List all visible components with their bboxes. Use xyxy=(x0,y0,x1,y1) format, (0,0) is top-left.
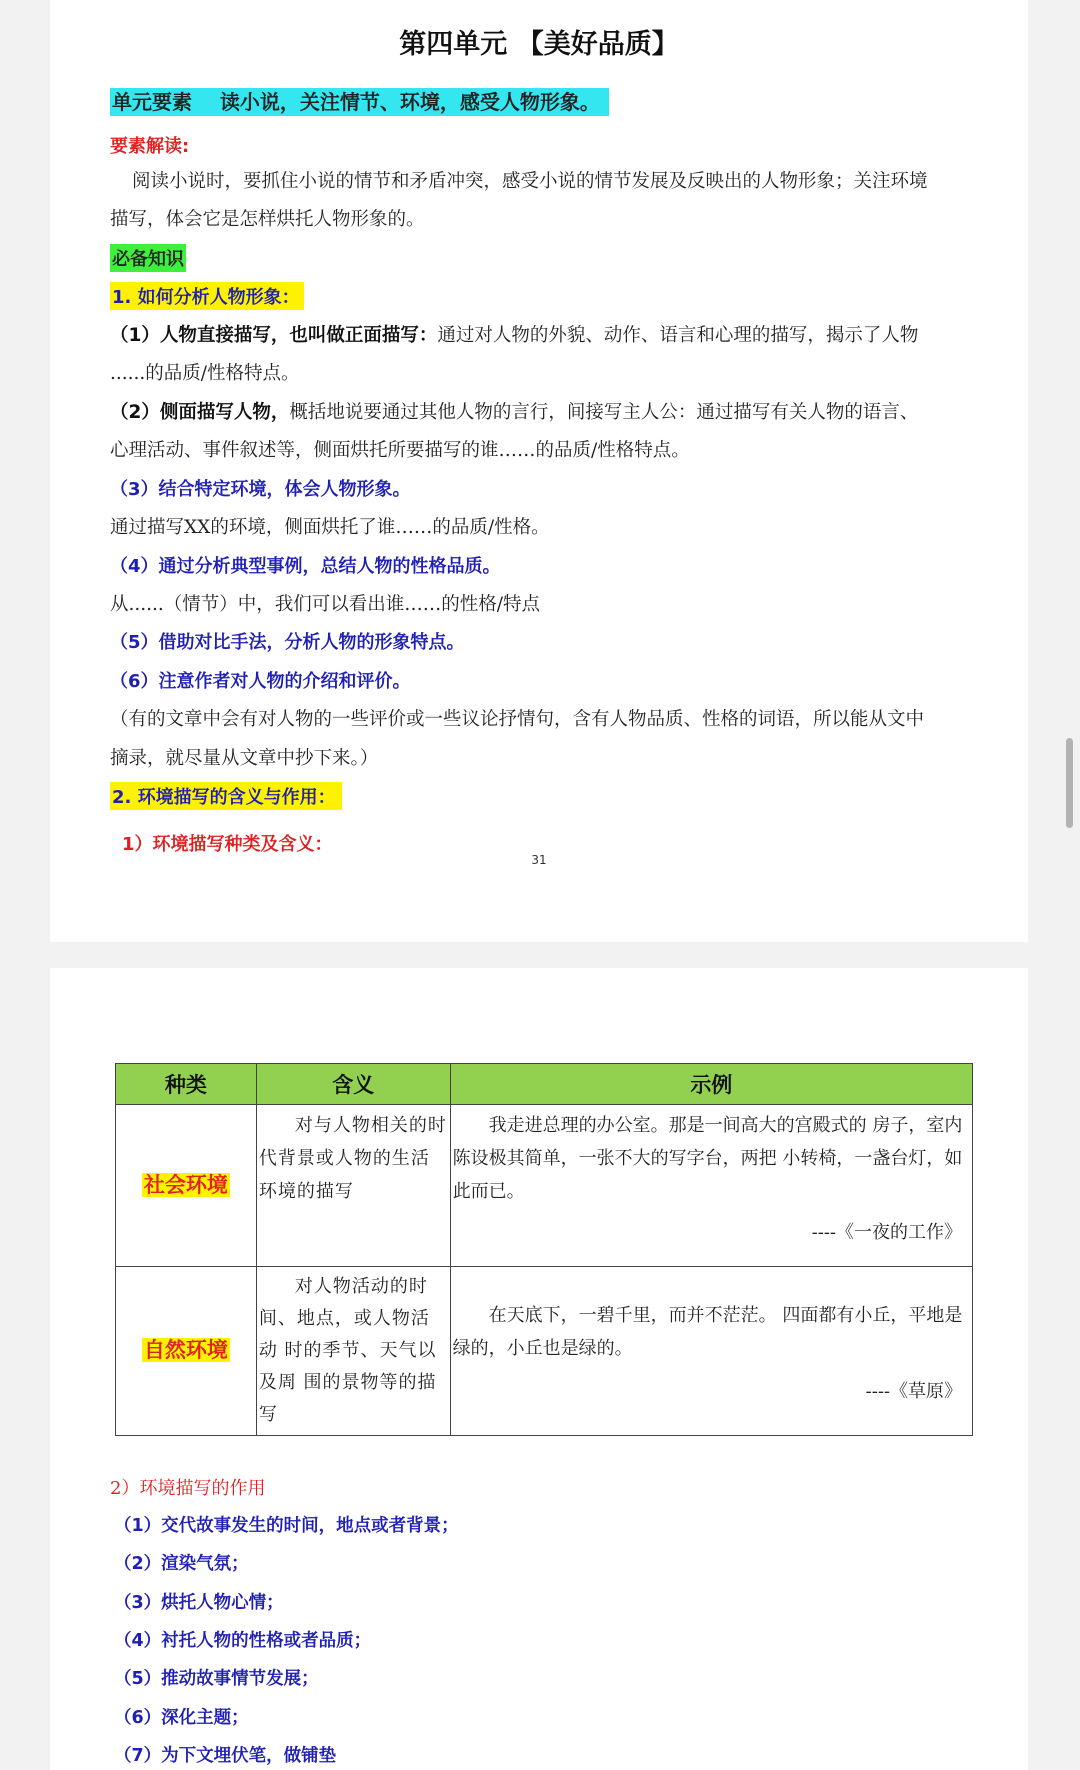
method-1-line1 xyxy=(110,321,918,347)
method-2-line1 xyxy=(110,398,918,424)
effect-item: （1）交代故事发生的时间，地点或者背景； xyxy=(114,1516,459,1536)
page-title: 第四单元 【美好品质】 xyxy=(399,29,679,60)
effect-item: （3）烘托人物心情； xyxy=(114,1593,284,1613)
unit-element-line xyxy=(110,86,609,115)
category-cell xyxy=(116,1105,257,1267)
document-page-2 xyxy=(50,968,1028,1770)
table-row xyxy=(116,1105,973,1267)
yaosu-paragraph-line2: 描写，体会它是怎样烘托人物形象的。 xyxy=(110,209,425,230)
method-4-text: 从......（情节）中，我们可以看出谁……的性格/特点 xyxy=(110,594,541,615)
subheading-env-types: 1）环境描写种类及含义： xyxy=(122,834,333,855)
method-6-paragraph-line1: （有的文章中会有对人物的一些评价或一些议论抒情句，含有人物品质、性格的词语，所以能从文中 xyxy=(110,709,925,730)
unit-label: 单元要素 xyxy=(112,90,192,114)
unit-text: 读小说，关注情节、环境，感受人物形象。 xyxy=(219,90,600,114)
yaosu-heading: 要素解读: xyxy=(110,136,190,157)
question-1-heading: 1. 如何分析人物形象： xyxy=(110,282,304,310)
example-source: ----《一夜的工作》 xyxy=(811,1222,962,1243)
header-example: 示例 xyxy=(450,1064,972,1105)
page-number: 31 xyxy=(531,853,547,867)
example-cell xyxy=(450,1105,972,1267)
method-5-heading: （5）借助对比手法，分析人物的形象特点。 xyxy=(110,632,465,653)
effect-item: （2）渲染气氛； xyxy=(114,1554,249,1574)
meaning-cell: 对与人物相关的时代背景或人物的生活环境的描写 xyxy=(256,1105,450,1267)
unit-element-highlight xyxy=(110,88,609,116)
category-cell xyxy=(116,1267,257,1436)
method-1-heading: （1）人物直接描写，也叫做正面描写： xyxy=(110,325,438,346)
method-6-heading: （6）注意作者对人物的介绍和评价。 xyxy=(110,671,411,692)
method-3-heading: （3）结合特定环境，体会人物形象。 xyxy=(110,479,411,500)
example-text: 我走进总理的办公室。那是一间高大的宫殿式的 房子，室内陈设极其简单，一张不大的写字台，两把 小转椅，一盏台灯，如此而已。 xyxy=(452,1115,963,1202)
yaosu-paragraph-line1: 阅读小说时，要抓住小说的情节和矛盾冲突，感受小说的情节发展及反映出的人物形象；关注环境 xyxy=(132,171,928,192)
example-source: ----《草原》 xyxy=(865,1381,962,1402)
header-meaning: 含义 xyxy=(256,1064,450,1105)
method-1-text: 通过对人物的外貌、动作、语言和心理的描写，揭示了人物 xyxy=(437,325,919,346)
subheading-env-effects: 2）环境描写的作用 xyxy=(110,1478,266,1499)
method-2-line2: 心理活动、事件叙述等，侧面烘托所要描写的谁……的品质/性格特点。 xyxy=(110,440,690,461)
example-cell xyxy=(450,1267,972,1436)
effect-item: （4）衬托人物的性格或者品质； xyxy=(114,1631,372,1651)
method-6-paragraph-line2: 摘录，就尽量从文章中抄下来。） xyxy=(110,748,379,769)
meaning-cell: 对人物活动的时间、地点，或人物活动 时的季节、天气以及周 围的景物等的描写 xyxy=(256,1267,450,1436)
effect-item: （7）为下文埋伏笔，做铺垫 xyxy=(114,1746,337,1766)
table-header-row xyxy=(116,1064,973,1105)
method-2-text: 概括地说要通过其他人物的言行，间接写主人公：通过描写有关人物的语言、 xyxy=(289,402,919,423)
vertical-scrollbar-thumb[interactable] xyxy=(1066,738,1073,828)
method-1-line2: ......的品质/性格特点。 xyxy=(110,363,300,384)
effect-item: （6）深化主题； xyxy=(114,1708,249,1728)
question-2-heading: 2. 环境描写的含义与作用： xyxy=(110,782,342,810)
environment-types-table xyxy=(115,1063,973,1436)
document-page-1 xyxy=(50,0,1028,942)
example-text: 在天底下，一碧千里，而并不茫茫。 四面都有小丘，平地是绿的，小丘也是绿的。 xyxy=(452,1305,963,1359)
method-3-text: 通过描写XX的环境，侧面烘托了谁……的品质/性格。 xyxy=(110,517,550,538)
method-2-heading: （2）侧面描写人物， xyxy=(110,402,290,423)
header-category: 种类 xyxy=(116,1064,257,1105)
method-4-heading: （4）通过分析典型事例，总结人物的性格品质。 xyxy=(110,556,501,577)
category-natural: 自然环境 xyxy=(143,1338,228,1362)
effect-item: （5）推动故事情节发展； xyxy=(114,1669,319,1689)
bibei-heading: 必备知识 xyxy=(110,244,186,272)
category-social: 社会环境 xyxy=(143,1172,228,1197)
table-row xyxy=(116,1267,973,1436)
